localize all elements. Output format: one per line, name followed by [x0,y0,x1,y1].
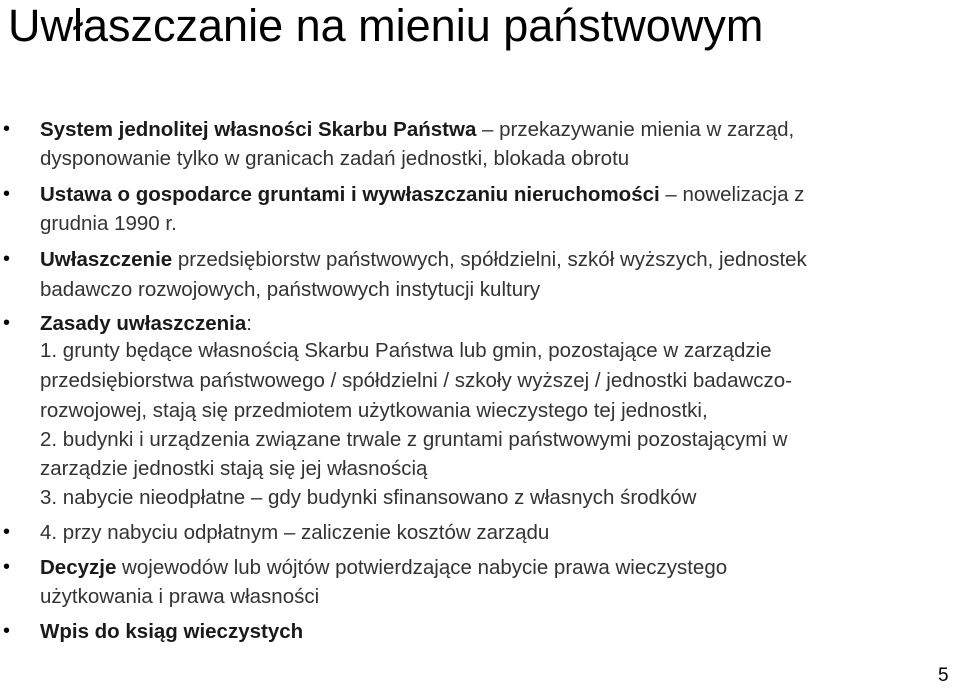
bullet-2-rest: – nowelizacja z [659,183,805,206]
bullet-marker: • [3,556,11,578]
bullet-4-rest: : [246,312,252,335]
bullet-4-line-1 [40,309,252,338]
bullet-1-line-1 [40,115,794,144]
bullet-3-line-2: badawczo rozwojowych, państwowych instytucji kultury [40,278,541,301]
page-number: 5 [938,665,949,686]
bullet-4-line-3: przedsiębiorstwa państwowego / spółdzielni / szkoły wyższej / jednostki badawczo- [40,369,793,392]
bullet-3-rest: przedsiębiorstw państwowych, spółdzielni, szkół wyższych, jednostek [172,248,807,271]
bullet-1-bold: System jednolitej własności Skarbu Państwa [40,118,477,141]
bullet-3-line-1 [40,245,807,274]
bullet-marker: • [3,620,11,642]
bullet-2-bold: Ustawa o gospodarce gruntami i wywłaszczaniu nieruchomości [40,183,660,206]
slide-title: Uwłaszczanie na mieniu państwowym [8,0,764,51]
bullet-4-line-2: 1. grunty będące własnością Skarbu Państwa lub gmin, pozostające w zarządzie [40,339,772,362]
bullet-6-rest: wojewodów lub wójtów potwierdzające nabycie prawa wieczystego [116,556,728,579]
bullet-2-line-2: grudnia 1990 r. [40,212,177,235]
bullet-1-rest: – przekazywanie mienia w zarząd, [476,118,795,141]
bullet-2-line-1 [40,180,804,209]
bullet-6-line-2: użytkowania i prawa własności [40,585,320,608]
bullet-3-bold: Uwłaszczenie [40,248,173,271]
bullet-1-line-2: dysponowanie tylko w granicach zadań jednostki, blokada obrotu [40,147,630,170]
bullet-6-line-1 [40,553,727,582]
bullet-7-line-1 [40,617,303,646]
bullet-4-line-6: zarządzie jednostki stają się jej własnością [40,457,428,480]
bullet-4-bold: Zasady uwłaszczenia [40,312,247,335]
bullet-5-line-1: 4. przy nabyciu odpłatnym – zaliczenie kosztów zarządu [40,521,550,544]
bullet-marker: • [3,183,11,205]
bullet-marker: • [3,118,11,140]
bullet-6-bold: Decyzje [40,556,117,579]
bullet-marker: • [3,248,11,270]
bullet-4-line-7: 3. nabycie nieodpłatne – gdy budynki sfinansowano z własnych środków [40,486,697,509]
bullet-7-bold: Wpis do ksiąg wieczystych [40,620,304,643]
bullet-marker: • [3,312,11,334]
bullet-4-line-5: 2. budynki i urządzenia związane trwale z gruntami państwowymi pozostającymi w [40,428,788,451]
bullet-marker: • [3,521,11,543]
bullet-4-line-4: rozwojowej, stają się przedmiotem użytkowania wieczystego tej jednostki, [40,399,708,422]
